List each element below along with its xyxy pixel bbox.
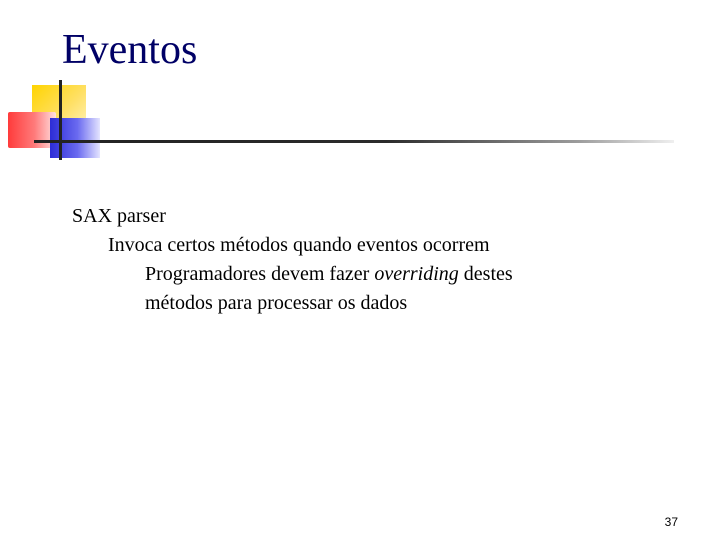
page-number: 37 (664, 515, 678, 529)
emphasized-text: overriding (374, 263, 459, 285)
bullet-level-3 (145, 260, 513, 288)
slide-title: Eventos (62, 27, 198, 73)
body-text: destes (458, 263, 513, 285)
bullet-level-3-continuation: métodos para processar os dados (145, 292, 408, 314)
bullet-level-1: SAX parser (72, 205, 166, 227)
bullet-level-2: Invoca certos métodos quando eventos ocorrem (108, 234, 490, 256)
body-text: Programadores devem fazer (145, 263, 375, 285)
